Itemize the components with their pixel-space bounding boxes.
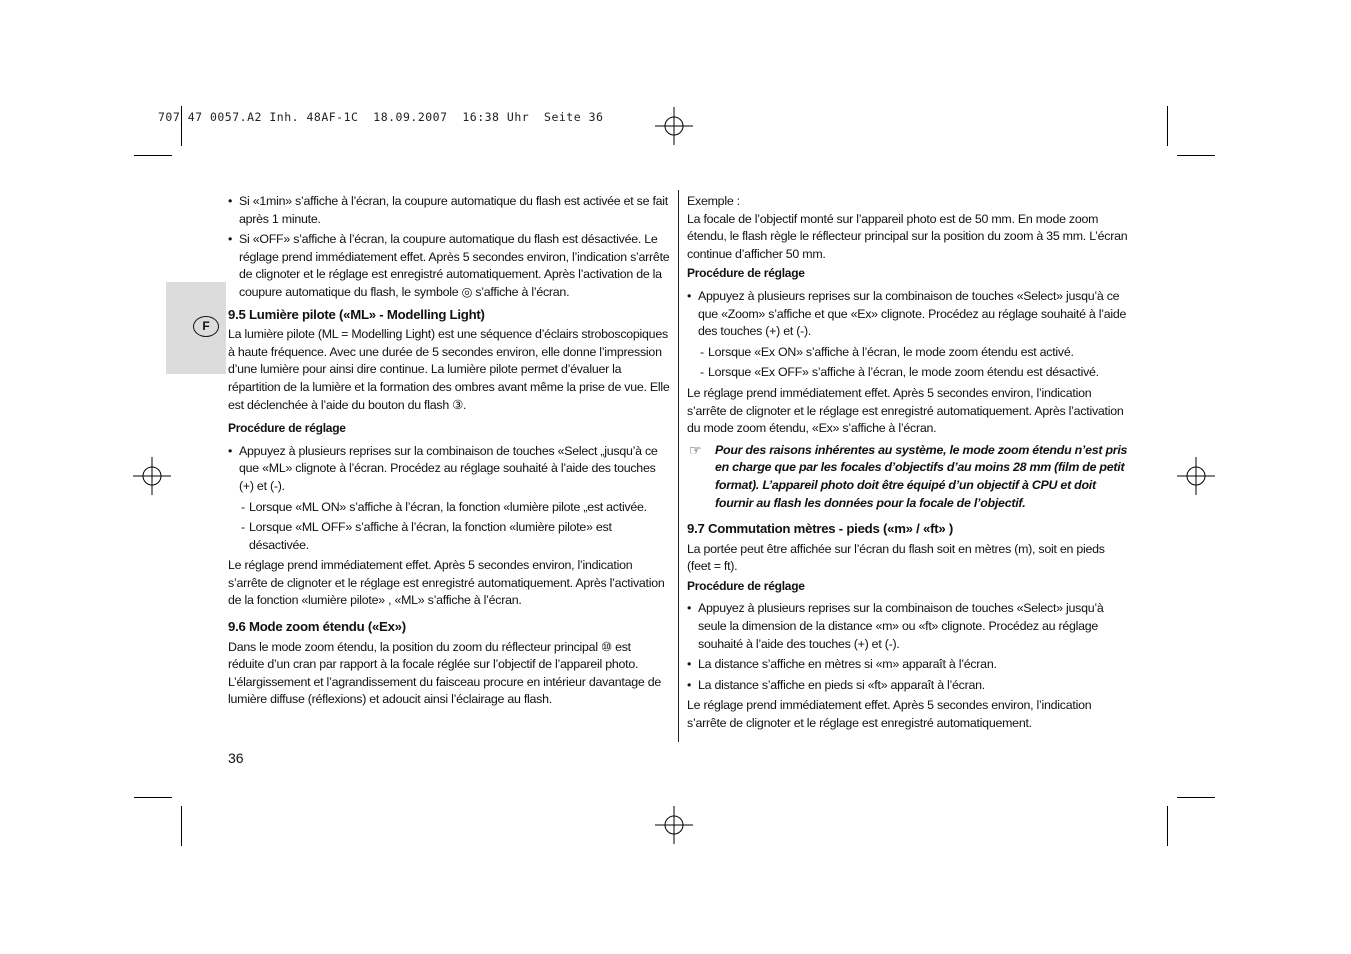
column-divider [678,190,679,742]
left-column [228,193,670,709]
crop-mark [1167,106,1168,146]
registration-mark-icon [133,457,171,495]
paragraph: Le réglage prend immédiatement effet. Après 5 secondes environ, l’indication s’arrête de clignoter et le réglage est enregistré automatiquement. Après l’activation de la fonction «lumière pilote» , «ML» s’affiche à l’écran. [228,558,665,608]
paragraph: Le réglage prend immédiatement effet. Après 5 secondes environ, l’indication s’arrête de clignoter et le réglage est enregistré automatiquement. [687,698,1092,731]
note-text: Pour des raisons inhérentes au système, le mode zoom étendu n’est pris en charge que par les focales d’objectifs d’au moins 28 mm (film de petit format). L’appareil photo doit être équipé d’un objectif à CPU et doit fournir au flash les données pour la focale de l’objectif. [715,442,1128,510]
list-item: - Lorsque «ML ON» s’affiche à l’écran, la fonction «lumière pilote „est activée. [228,499,670,517]
crop-mark [1177,155,1215,156]
right-column [687,193,1129,733]
procedure-heading: Procédure de réglage [687,266,805,281]
registration-mark-icon [1177,457,1215,495]
note-block [687,442,1129,512]
list-item: • Appuyez à plusieurs reprises sur la combinaison de touches «Select „jusqu’à ce que «ML» clignote à l’écran. Procédez au réglage souhaité à l’aide des touches (+) et (-). [228,443,670,496]
crop-mark [1167,806,1168,846]
list-item: • Appuyez à plusieurs reprises sur la combinaison de touches «Select» jusqu’à seule la dimension de la distance «m» ou «ft» clignote. Procédez au réglage souhaité à l’aide des touches (+) et (-). [687,600,1129,653]
procedure-heading: Procédure de réglage [228,421,346,436]
list-item: - Lorsque «Ex OFF» s’affiche à l’écran, le mode zoom étendu est désactivé. [687,364,1129,382]
paragraph: La portée peut être affichée sur l’écran du flash soit en mètres (m), soit en pieds (feet = ft). [687,541,1105,574]
list-item: - Lorsque «Ex ON» s’affiche à l’écran, le mode zoom étendu est activé. [687,344,1129,362]
procedure-heading: Procédure de réglage [687,578,805,593]
list-item: • Si «1min» s’affiche à l’écran, la coupure automatique du flash est activée et se fait après 1 minute. [228,193,670,228]
paragraph: La focale de l’objectif monté sur l’appareil photo est de 50 mm. En mode zoom étendu, le flash règle le réflecteur principal sur la position du zoom à 35 mm. L’écran continue d’afficher 50 mm. [687,211,1128,261]
list-item: • La distance s’affiche en pieds si «ft» apparaît à l’écran. [687,677,1129,695]
list-item: • La distance s’affiche en mètres si «m» apparaît à l’écran. [687,656,1129,674]
crop-mark [181,806,182,846]
crop-mark [134,797,172,798]
paragraph: La lumière pilote (ML = Modelling Light) est une séquence d’éclairs stroboscopiques à haute fréquence. Avec une durée de 5 secondes environ, elle donne l’impression d’une lumière pour ainsi dire continue. La lumière pilote permet d’évaluer la répartition de la lumière et la formation des ombres avant même la prise de vue. Elle est déclenchée à l’aide du bouton du flash ③. [228,327,670,412]
example-label: Exemple : [687,194,740,208]
paragraph: Le réglage prend immédiatement effet. Après 5 secondes environ, l’indication s’arrête de clignoter et le réglage est enregistré automatiquement. Après l’activation du mode zoom étendu, «Ex» s’affiche à l’écran. [687,385,1124,436]
section-heading-9-7: 9.7 Commutation mètres - pieds («m» / «ft» ) [687,521,954,537]
section-heading-9-5: 9.5 Lumière pilote («ML» - Modelling Light) [228,306,485,322]
registration-mark-icon [655,107,693,145]
page-number: 36 [228,750,244,766]
list-item: • Appuyez à plusieurs reprises sur la combinaison de touches «Select» jusqu’à ce que «Zoom» s’affiche et que «Ex» clignote. Procédez au réglage souhaité à l’aide des touches (+) et (-). [687,288,1129,341]
crop-mark [134,155,172,156]
list-item: - Lorsque «ML OFF» s’affiche à l’écran, la fonction «lumière pilote» est désactivée. [228,519,670,554]
registration-mark-icon [655,806,693,844]
print-header: 707 47 0057.A2 Inh. 48AF-1C 18.09.2007 16:38 Uhr Seite 36 [158,110,604,124]
paragraph: Dans le mode zoom étendu, la position du zoom du réflecteur principal ⑩ est réduite d’un cran par rapport à la focale réglée sur l’objectif de l’appareil photo. L’élargissement et l’agrandissement du faisceau procure en intérieur davantage de lumière diffuse (réflexions) et adoucit ainsi l’éclairage au flash. [228,639,661,707]
crop-mark [1177,797,1215,798]
list-item: • Si «OFF» s’affiche à l’écran, la coupure automatique du flash est désactivée. Le réglage prend immédiatement effet. Après 5 secondes environ, l’indication s’arrête de clignoter et le réglage est enregistré automatiquement. Après l’activation de la coupure automatique du flash, le symbole ◎ s’affiche à l’écran. [228,231,670,301]
pointing-hand-icon: ☞ [689,441,702,458]
section-heading-9-6: 9.6 Mode zoom étendu («Ex») [228,619,406,635]
language-tab-letter: F [193,316,219,337]
